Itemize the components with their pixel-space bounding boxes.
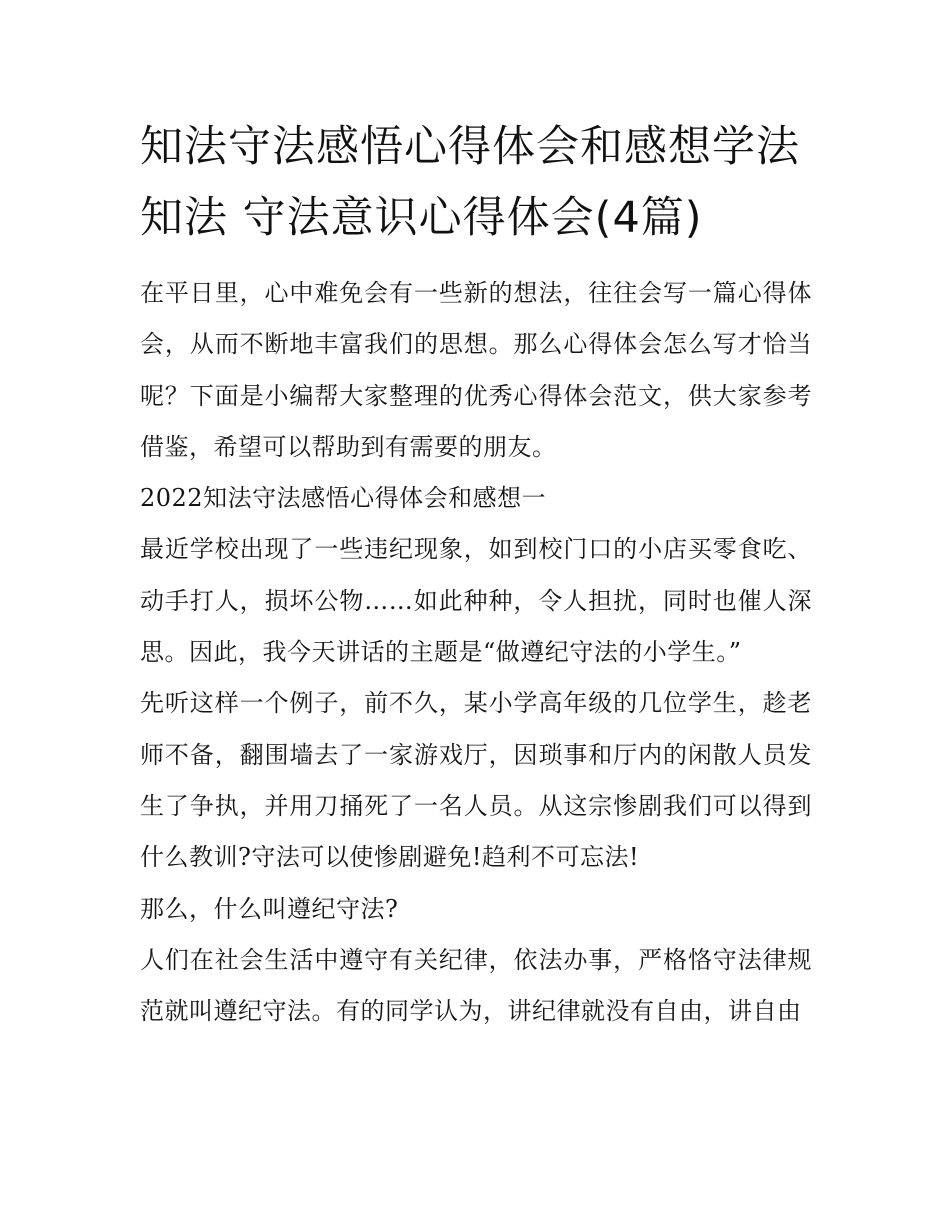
- document-body: [140, 268, 812, 1037]
- intro-paragraph: 在平日里，心中难免会有一些新的想法，往往会写一篇心得体会，从而不断地丰富我们的思想。那么心得体会怎么写才恰当呢？下面是小编帮大家整理的优秀心得体会范文，供大家参考借鉴，希望可以帮助到有需要的朋友。: [140, 279, 812, 461]
- body-paragraph: 先听这样一个例子，前不久，某小学高年级的几位学生，趁老师不备，翻围墙去了一家游戏厅，因琐事和厅内的闲散人员发生了争执，并用刀捅死了一名人员。从这宗惨剧我们可以得到什么教训?守法可以使惨剧避免!趋利不可忘法!: [140, 689, 812, 872]
- body-paragraph: 人们在社会生活中遵守有关纪律，依法办事，严格恪守法律规范就叫遵纪守法。有的同学认为，讲纪律就没有自由，讲自由: [140, 945, 812, 1026]
- document-content: [140, 112, 812, 1037]
- document-title: 知法守法感悟心得体会和感想学法 知法 守法意识心得体会(4篇): [140, 122, 800, 243]
- section-heading: 2022知法守法感悟心得体会和感想一: [140, 484, 547, 513]
- body-paragraph: 那么，什么叫遵纪守法?: [140, 894, 399, 923]
- body-paragraph: 最近学校出现了一些违纪现象，如到校门口的小店买零食吃、动手打人，损坏公物……如此种种，令人担扰，同时也催人深思。因此，我今天讲话的主题是“做遵纪守法的小学生。”: [140, 535, 812, 667]
